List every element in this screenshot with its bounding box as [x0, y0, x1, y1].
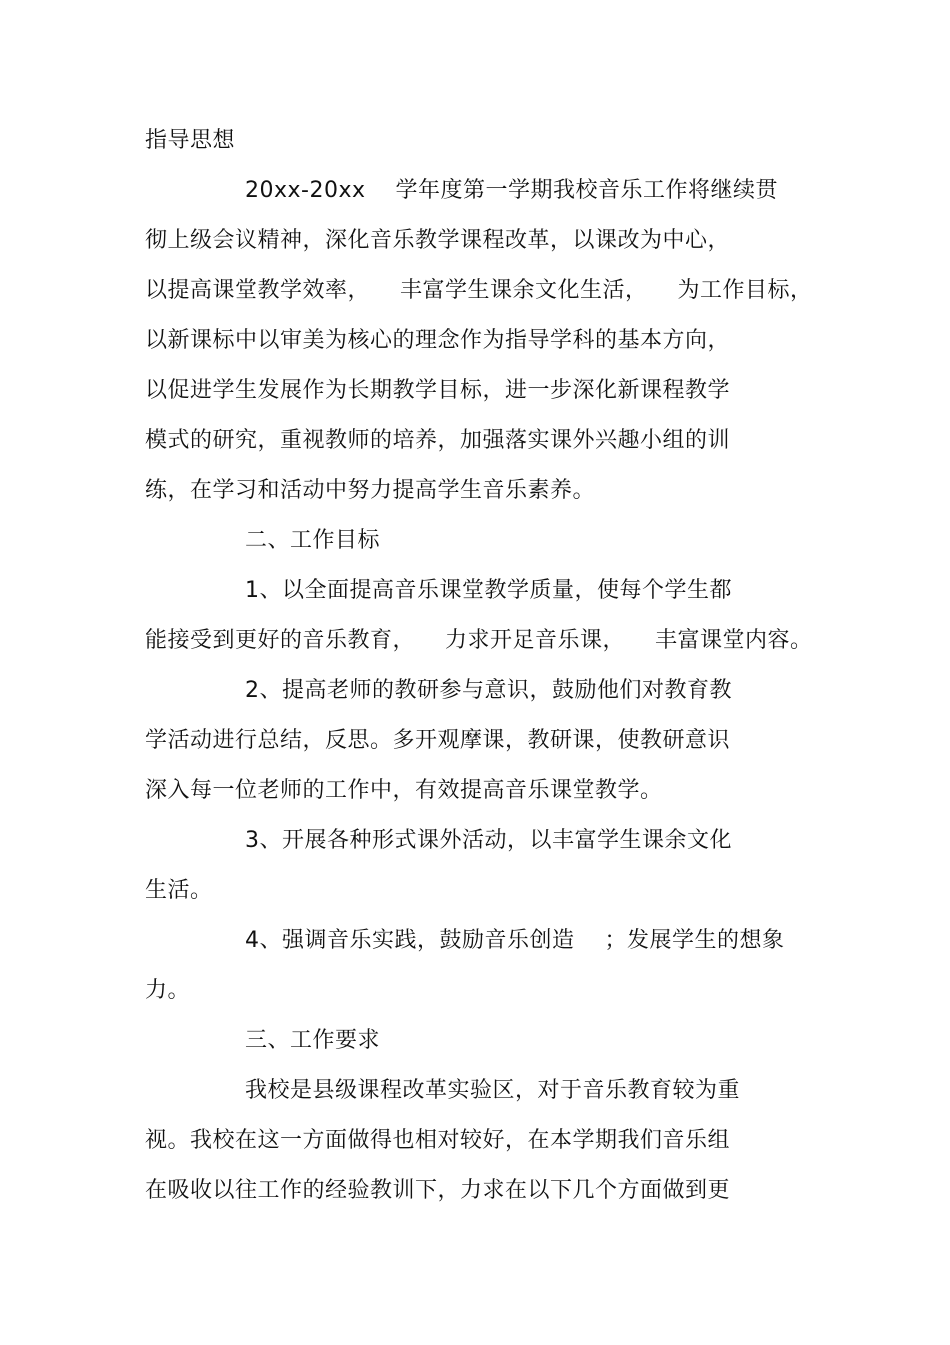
list-item-line: 2、提高老师的教研参与意识，鼓励他们对教育教: [245, 678, 732, 703]
paragraph-line: 以促进学生发展作为长期教学目标，进一步深化新课程教学: [145, 378, 731, 403]
paragraph-line: 视。我校在这一方面做得也相对较好，在本学期我们音乐组: [145, 1128, 731, 1153]
list-item-line: 生活。: [145, 878, 213, 903]
paragraph-line: 以提高课堂教学效率， 丰富学生课余文化生活， 为工作目标，: [145, 278, 813, 303]
paragraph-line: 在吸收以往工作的经验教训下，力求在以下几个方面做到更: [145, 1178, 731, 1203]
section-heading-guiding-idea: 指导思想: [145, 128, 236, 153]
list-item-line: 1、以全面提高音乐课堂教学质量，使每个学生都: [245, 578, 732, 603]
paragraph-line: 20xx-20xx 学年度第一学期我校音乐工作将继续贯: [245, 178, 778, 203]
list-item-line: 3、开展各种形式课外活动，以丰富学生课余文化: [245, 828, 732, 853]
list-item-line: 4、强调音乐实践，鼓励音乐创造 ；发展学生的想象: [245, 928, 785, 953]
paragraph-line: 彻上级会议精神，深化音乐教学课程改革，以课改为中心，: [145, 228, 731, 253]
section-heading-work-requirements: 三、工作要求: [245, 1028, 381, 1053]
paragraph-line: 我校是县级课程改革实验区，对于音乐教育较为重: [245, 1078, 741, 1103]
list-item-line: 深入每一位老师的工作中，有效提高音乐课堂教学。: [145, 778, 663, 803]
list-item-line: 能接受到更好的音乐教育， 力求开足音乐课， 丰富课堂内容。: [145, 628, 813, 653]
list-item-line: 学活动进行总结，反思。多开观摩课，教研课，使教研意识: [145, 728, 731, 753]
section-heading-work-goals: 二、工作目标: [245, 528, 381, 553]
list-item-line: 力。: [145, 978, 191, 1003]
paragraph-line: 模式的研究，重视教师的培养，加强落实课外兴趣小组的训: [145, 428, 731, 453]
paragraph-line: 以新课标中以审美为核心的理念作为指导学科的基本方向，: [145, 328, 731, 353]
paragraph-line: 练，在学习和活动中努力提高学生音乐素养。: [145, 478, 596, 503]
